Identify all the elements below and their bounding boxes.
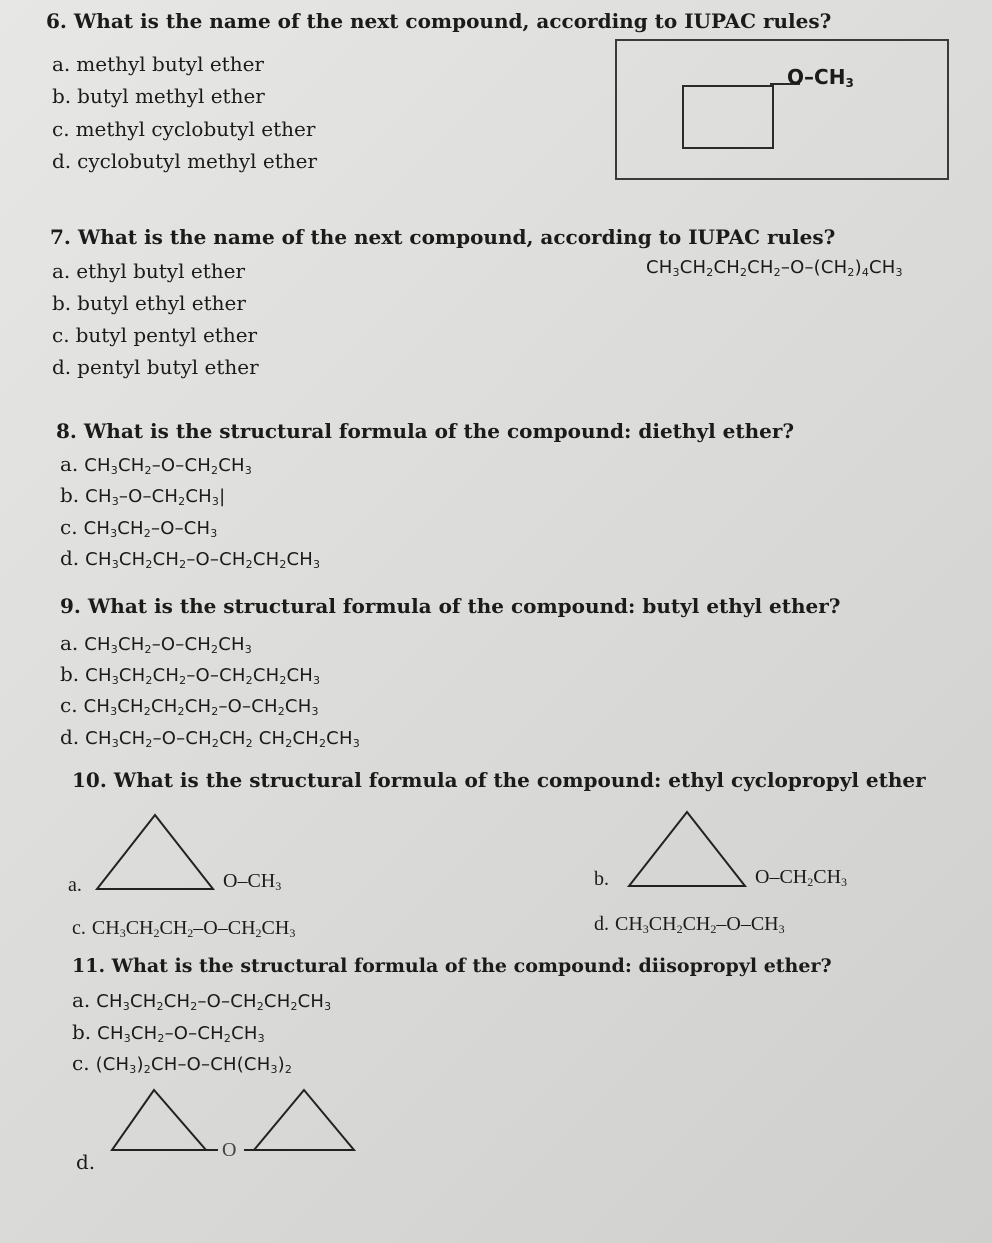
option-letter: c. bbox=[60, 693, 78, 717]
option-letter: c. bbox=[52, 323, 70, 347]
option-letter: d. bbox=[76, 1150, 96, 1174]
q11-option-d[interactable] bbox=[76, 1150, 101, 1174]
q7-option-b[interactable] bbox=[52, 291, 246, 315]
q10-option-d[interactable] bbox=[594, 911, 785, 937]
q10-b-substituent: $O-CH_2CH_3$ bbox=[755, 866, 848, 889]
option-letter: d. bbox=[52, 355, 72, 379]
option-text: butyl ethyl ether bbox=[77, 291, 246, 315]
formula: $CH_3CH_2-O-CH_2CH_3$ bbox=[84, 634, 252, 656]
option-letter: d. bbox=[60, 546, 80, 570]
q6-option-a[interactable] bbox=[52, 52, 264, 76]
q10-a-substituent: $O-CH_3$ bbox=[223, 870, 282, 893]
formula: $CH_3CH_2CH_2-O-CH_2CH_2CH_3$ bbox=[85, 665, 321, 687]
option-text: cyclobutyl methyl ether bbox=[77, 149, 318, 173]
question-7: 7. What is the name of the next compound, according to IUPAC rules? bbox=[50, 225, 836, 249]
formula: $CH_3CH_2-O-CH_2CH_2$ $CH_2CH_2CH_3$ bbox=[85, 728, 360, 750]
q9-option-b[interactable] bbox=[60, 662, 320, 687]
option-letter: c. bbox=[60, 515, 78, 539]
formula: $CH_3CH_2-O-CH_3$ bbox=[83, 518, 218, 540]
option-text: butyl pentyl ether bbox=[75, 323, 258, 347]
q6-option-c[interactable] bbox=[52, 117, 315, 141]
option-letter: c. bbox=[72, 1051, 90, 1075]
q10-option-a[interactable] bbox=[68, 872, 88, 897]
formula: $CH_3CH_2-O-CH_2CH_3$ bbox=[84, 455, 252, 477]
q9-option-d[interactable] bbox=[60, 725, 360, 750]
question-9: 9. What is the structural formula of the compound: butyl ethyl ether? bbox=[60, 594, 841, 618]
option-letter: b. bbox=[60, 662, 80, 686]
q10-option-c[interactable] bbox=[72, 915, 295, 941]
q6-option-b[interactable] bbox=[52, 84, 265, 108]
q10-option-b[interactable] bbox=[594, 866, 615, 891]
option-text: butyl methyl ether bbox=[77, 84, 265, 108]
q8-option-a[interactable] bbox=[60, 452, 252, 477]
q10-a-cyclopropane bbox=[95, 813, 215, 893]
option-letter: b. bbox=[52, 84, 72, 108]
q6-structure-box bbox=[615, 39, 949, 180]
formula: $CH_3CH_2CH_2-O-CH_2CH_2CH_3$ bbox=[96, 991, 332, 1013]
option-letter: b. bbox=[52, 291, 72, 315]
q11-d-oxygen: O bbox=[222, 1139, 237, 1161]
option-letter: a. bbox=[60, 631, 79, 655]
q8-option-d[interactable] bbox=[60, 546, 320, 571]
option-letter: b. bbox=[60, 483, 80, 507]
question-8: 8. What is the structural formula of the compound: diethyl ether? bbox=[56, 419, 795, 443]
q11-option-b[interactable] bbox=[72, 1020, 265, 1045]
q8-option-c[interactable] bbox=[60, 515, 217, 540]
option-text: methyl butyl ether bbox=[76, 52, 264, 76]
option-letter: d. bbox=[52, 149, 72, 173]
cyclobutane-ring bbox=[682, 85, 774, 149]
formula: $CH_3CH_2CH_2-O-CH_2CH_2CH_3$ bbox=[85, 549, 321, 571]
q7-option-a[interactable] bbox=[52, 259, 245, 283]
formula: $CH_3CH_2-O-CH_2CH_3$ bbox=[97, 1023, 265, 1045]
option-letter: b. bbox=[594, 868, 609, 890]
q9-option-a[interactable] bbox=[60, 631, 252, 656]
q10-b-cyclopropane bbox=[627, 810, 747, 890]
question-11: 11. What is the structural formula of the compound: diisopropyl ether? bbox=[72, 955, 832, 977]
question-6: 6. What is the name of the next compound, according to IUPAC rules? bbox=[46, 9, 832, 33]
methoxy-label: $O-CH_3$ bbox=[787, 65, 854, 90]
option-text: pentyl butyl ether bbox=[77, 355, 259, 379]
option-letter: c. bbox=[52, 117, 70, 141]
option-letter: c. bbox=[72, 917, 86, 939]
q7-option-c[interactable] bbox=[52, 323, 257, 347]
q8-option-b[interactable] bbox=[60, 483, 225, 508]
q11-option-a[interactable] bbox=[72, 988, 331, 1013]
option-letter: a. bbox=[52, 52, 71, 76]
q11-option-c[interactable] bbox=[72, 1051, 292, 1076]
option-letter: a. bbox=[72, 988, 91, 1012]
formula: $(CH_3)_2CH-O-CH(CH_3)_2$ bbox=[95, 1054, 293, 1076]
formula: $CH_3-O-CH_2CH_3|$ bbox=[85, 486, 226, 508]
formula: $CH_3CH_2CH_2-O-CH_3$ bbox=[615, 913, 785, 936]
formula: $CH_3CH_2CH_2CH_2-O-CH_2CH_3$ bbox=[83, 696, 319, 718]
question-10: 10. What is the structural formula of the compound: ethyl cyclopropyl ether bbox=[72, 768, 926, 792]
formula: $CH_3CH_2CH_2-O-CH_2CH_3$ bbox=[91, 917, 296, 940]
option-letter: a. bbox=[60, 452, 79, 476]
q7-formula: $CH_3CH_2CH_2CH_2-O-(CH_2)_4CH_3$ bbox=[646, 257, 903, 279]
option-letter: a. bbox=[68, 874, 82, 896]
option-letter: d. bbox=[594, 913, 609, 935]
option-letter: a. bbox=[52, 259, 71, 283]
option-text: methyl cyclobutyl ether bbox=[75, 117, 316, 141]
option-letter: d. bbox=[60, 725, 80, 749]
q6-option-d[interactable] bbox=[52, 149, 317, 173]
q9-option-c[interactable] bbox=[60, 693, 319, 718]
option-text: ethyl butyl ether bbox=[76, 259, 246, 283]
q7-option-d[interactable] bbox=[52, 355, 259, 379]
option-letter: b. bbox=[72, 1020, 92, 1044]
